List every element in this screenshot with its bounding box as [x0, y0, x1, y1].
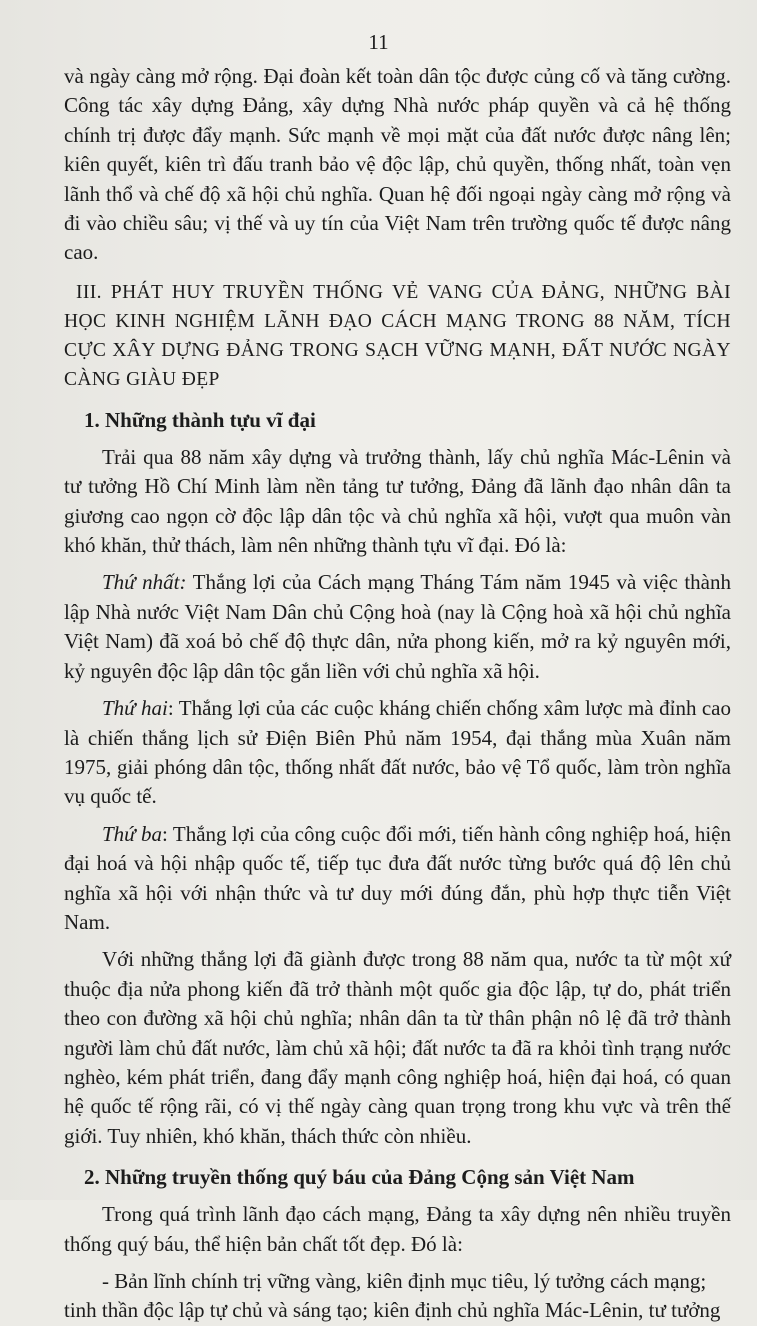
paragraph-tradition-item: - Bản lĩnh chính trị vững vàng, kiên định mục tiêu, lý tưởng cách mạng; tinh thần độc lập tự chủ và sáng tạo; kiên định chủ nghĩa Mác-Lênin, tư tưởng [64, 1269, 721, 1323]
paragraph-second-achievement [64, 694, 731, 812]
third-text: : Thắng lợi của công cuộc đổi mới, tiến hành công nghiệp hoá, hiện đại hoá và hội nhập quốc tế, tiếp tục đưa đất nước từng bước quá độ lên chủ nghĩa xã hội với nhận thức và tư duy mới đúng đắn, phù hợp thực tiễn Việt Nam. [64, 821, 731, 934]
subheading-achievements: 1. Những thành tựu vĩ đại [84, 407, 316, 432]
subheading-traditions: 2. Những truyền thống quý báu của Đảng Cộng sản Việt Nam [84, 1165, 635, 1190]
second-text: : Thắng lợi của các cuộc kháng chiến chống xâm lược mà đỉnh cao là chiến thắng lịch sử Điện Biên Phủ năm 1954, đại thắng mùa Xuân năm 1975, giải phóng dân tộc, thống nhất đất nước, bảo vệ Tổ quốc, làm tròn nghĩa vụ quốc tế. [64, 696, 732, 809]
paragraph-summary: Với những thắng lợi đã giành được trong 88 năm qua, nước ta từ một xứ thuộc địa nửa phong kiến đã trở thành một quốc gia độc lập, tự do, phát triển theo con đường xã hội chủ nghĩa; nhân dân ta từ thân phận nô lệ đã trở thành người làm chủ đất nước, làm chủ xã hội; đất nước ta đã ra khỏi tình trạng nước nghèo, kém phát triển, đang đẩy mạnh công nghiệp hoá, hiện đại hoá, có quan hệ quốc tế rộng rãi, có vị thế ngày càng quan trọng trong khu vực và trên thế giới. Tuy nhiên, khó khăn, thách thức còn nhiều. [64, 947, 731, 1148]
paragraph-third-achievement [64, 820, 731, 938]
page-number: 11 [368, 30, 389, 54]
third-label: Thứ ba [102, 821, 163, 846]
section-heading: III. PHÁT HUY TRUYỀN THỐNG VẺ VANG CỦA ĐẢNG, NHỮNG BÀI HỌC KINH NGHIỆM LÃNH ĐẠO CÁCH MẠNG TRONG 88 NĂM, TÍCH CỰC XÂY DỰNG ĐẢNG TRONG SẠCH VỮNG MẠNH, ĐẤT NƯỚC NGÀY CÀNG GIÀU ĐẸP [64, 281, 731, 390]
second-label: Thứ hai [102, 696, 168, 721]
paragraph-continuation: và ngày càng mở rộng. Đại đoàn kết toàn dân tộc được củng cố và tăng cường. Công tác xây dựng Đảng, xây dựng Nhà nước pháp quyền và cả hệ thống chính trị được đẩy mạnh. Sức mạnh về mọi mặt của đất nước được nâng lên; kiên quyết, kiên trì đấu tranh bảo vệ độc lập, chủ quyền, thống nhất, toàn vẹn lãnh thổ và chế độ xã hội chủ nghĩa. Quan hệ đối ngoại ngày càng mở rộng và đi vào chiều sâu; vị thế và uy tín của Việt Nam trên trường quốc tế được nâng cao. [64, 64, 731, 265]
paragraph-first-achievement [64, 568, 731, 686]
paragraph-traditions-intro: Trong quá trình lãnh đạo cách mạng, Đảng ta xây dựng nên nhiều truyền thống quý báu, thể hiện bản chất tốt đẹp. Đó là: [64, 1202, 731, 1256]
first-label: Thứ nhất: [102, 570, 187, 595]
paragraph-intro-achievements: Trải qua 88 năm xây dựng và trưởng thành, lấy chủ nghĩa Mác-Lênin và tư tưởng Hồ Chí Minh làm nền tảng tư tưởng, Đảng đã lãnh đạo nhân dân ta giương cao ngọn cờ độc lập dân tộc và chủ nghĩa xã hội, vượt qua muôn vàn khó khăn, thử thách, làm nên những thành tựu vĩ đại. Đó là: [64, 444, 731, 558]
first-text: Thắng lợi của Cách mạng Tháng Tám năm 1945 và việc thành lập Nhà nước Việt Nam Dân chủ Cộng hoà (nay là Cộng hoà xã hội chủ nghĩa Việt Nam) đã xoá bỏ chế độ thực dân, nửa phong kiến, mở ra kỷ nguyên mới, kỷ nguyên độc lập dân tộc gắn liền với chủ nghĩa xã hội. [64, 570, 732, 683]
page-body [64, 62, 731, 1326]
